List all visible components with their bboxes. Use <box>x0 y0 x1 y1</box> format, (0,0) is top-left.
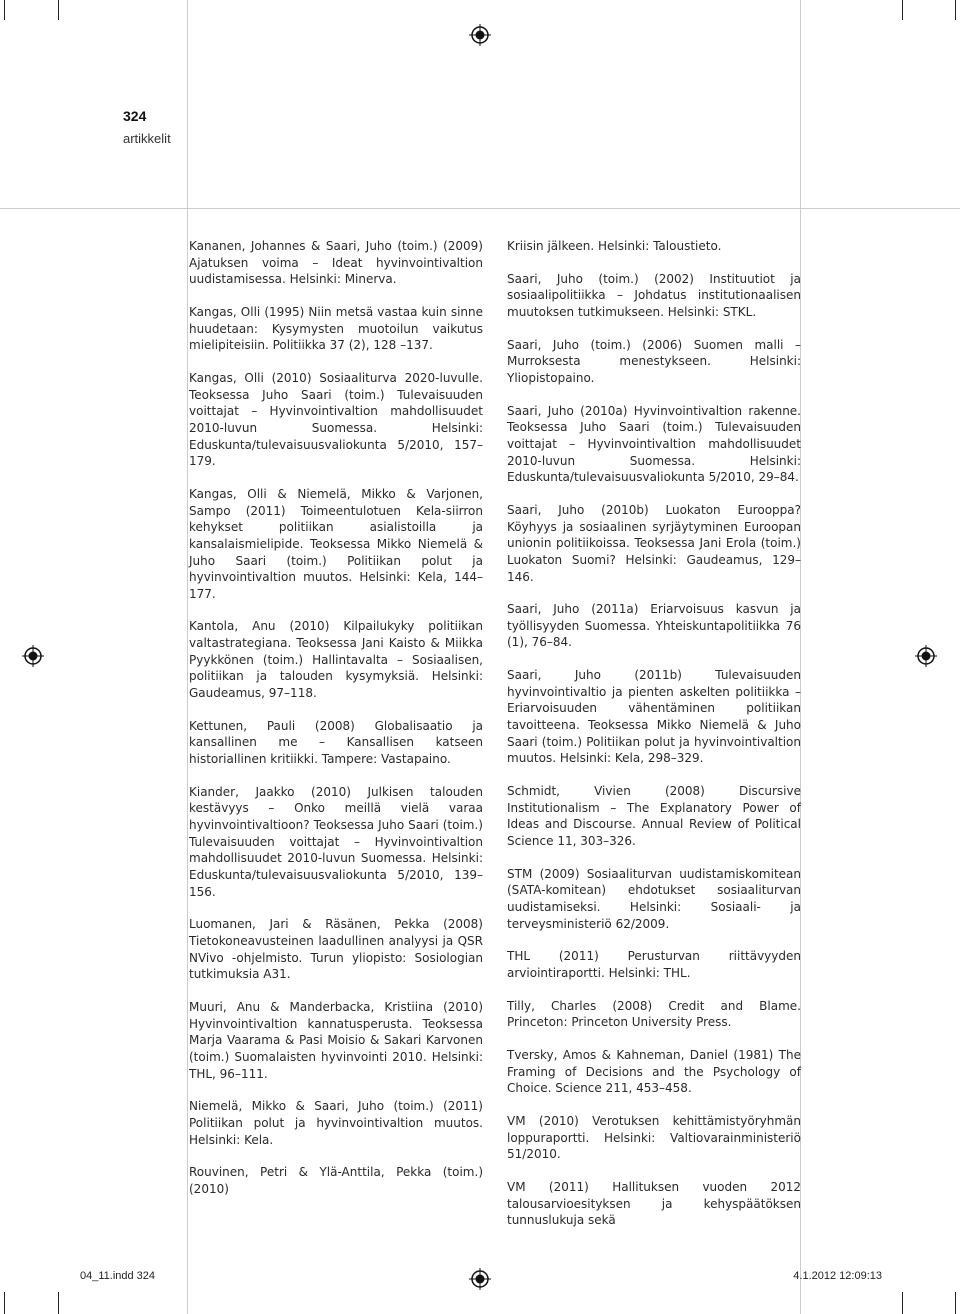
registration-mark-icon <box>469 24 491 46</box>
reference-entry: Kettunen, Pauli (2008) Globalisaatio ja kansallinen me – Kansallisen katseen historiallinen kritiikki. Tampere: Vastapaino. <box>189 718 483 767</box>
file-name: 04_11.indd 324 <box>80 1270 156 1282</box>
registration-mark-icon <box>915 645 937 667</box>
reference-entry: Kantola, Anu (2010) Kilpailukyky politiikan valtastrategiana. Teoksessa Jani Kaisto & Miikka Pyykkönen (toim.) Hallintavalta – Sosiaalisen, politiikan ja talouden kysymyksiä. Helsinki: Gaudeamus, 97–118. <box>189 619 483 701</box>
crop-mark <box>955 0 956 20</box>
crop-mark <box>4 0 5 20</box>
reference-entry: Tilly, Charles (2008) Credit and Blame. Princeton: Princeton University Press. <box>507 998 801 1030</box>
reference-entry: Kangas, Olli (1995) Niin metsä vastaa kuin sinne huudetaan: Kysymysten muotoilun vaikutus mielipiteisiin. Politiikka 37 (2), 128 –137. <box>189 304 483 353</box>
reference-entry: Kananen, Johannes & Saari, Juho (toim.) (2009) Ajatuksen voima – Ideat hyvinvointivaltion uudistamisessa. Helsinki: Minerva. <box>189 239 483 287</box>
reference-entry: Saari, Juho (toim.) (2002) Instituutiot ja sosiaalipolitiikka – Johdatus institutionaalisen muutoksen tutkimukseen. Helsinki: STKL. <box>507 271 801 319</box>
crop-mark <box>902 0 903 20</box>
reference-entry: VM (2011) Hallituksen vuoden 2012 talousarvioesityksen ja kehyspäätöksen tunnuslukuja sekä <box>507 1179 801 1228</box>
reference-entry: Muuri, Anu & Manderbacka, Kristiina (2010) Hyvinvointivaltion kannatusperusta. Teoksessa Marja Vaarama & Pasi Moisio & Sakari Karvonen (toim.) Suomalaisten hyvinvointi 2010. Helsinki: THL, 96–111. <box>189 999 483 1081</box>
reference-entry: STM (2009) Sosiaaliturvan uudistamiskomitean (SATA-komitean) ehdotukset sosiaaliturvan uudistamiseksi. Helsinki: Sosiaali- ja terveysministeriö 62/2009. <box>507 866 801 931</box>
crop-mark <box>955 1292 956 1314</box>
guide-line-horizontal <box>0 208 960 209</box>
reference-entry: Niemelä, Mikko & Saari, Juho (toim.) (2011) Politiikan polut ja hyvinvointivaltion muutos. Helsinki: Kela. <box>189 1099 483 1147</box>
crop-mark <box>4 1292 5 1314</box>
reference-entry: VM (2010) Verotuksen kehittämistyöryhmän loppuraportti. Helsinki: Valtiovarainministeriö 51/2010. <box>507 1113 801 1162</box>
section-label: artikkelit <box>123 131 171 146</box>
reference-entry: Rouvinen, Petri & Ylä-Anttila, Pekka (toim.) (2010) <box>189 1165 483 1196</box>
reference-entry: Saari, Juho (2011a) Eriarvoisuus kasvun ja työllisyyden Suomessa. Yhteiskuntapolitiikka 76 (1), 76–84. <box>507 602 801 650</box>
guide-line-left <box>187 0 188 1314</box>
reference-entry: Saari, Juho (2010a) Hyvinvointivaltion rakenne. Teoksessa Juho Saari (toim.) Tulevaisuuden voittajat – Hyvinvointivaltion mahdollisuudet 2010-luvun Suomessa. Helsinki: Eduskunta/tulevaisuusvaliokunta 5/2010, 29–84. <box>507 403 801 485</box>
reference-entry: Tversky, Amos & Kahneman, Daniel (1981) The Framing of Decisions and the Psychology of Choice. Science 211, 453–458. <box>507 1047 801 1096</box>
reference-entry: Schmidt, Vivien (2008) Discursive Institutionalism – The Explanatory Power of Ideas and Discourse. Annual Review of Political Science 11, 303–326. <box>507 784 801 849</box>
registration-mark-icon <box>22 645 44 667</box>
crop-mark <box>902 1292 903 1314</box>
references-left-column <box>189 238 483 1214</box>
print-timestamp: 4.1.2012 12:09:13 <box>793 1270 882 1282</box>
crop-mark <box>58 1292 59 1314</box>
reference-entry: Kangas, Olli (2010) Sosiaaliturva 2020-luvulle. Teoksessa Juho Saari (toim.) Tulevaisuuden voittajat – Hyvinvointivaltion mahdollisuudet 2010-luvun Suomessa. Helsinki: Eduskunta/tulevaisuusvaliokunta 5/2010, 157–179. <box>189 370 483 469</box>
page-number: 324 <box>123 108 147 124</box>
reference-entry: Luomanen, Jari & Räsänen, Pekka (2008) Tietokoneavusteinen laadullinen analyysi ja QSR NVivo -ohjelmisto. Turun yliopisto: Sosiologian tutkimuksia A31. <box>189 917 483 982</box>
crop-mark <box>58 0 59 20</box>
reference-entry: THL (2011) Perusturvan riittävyyden arviointiraportti. Helsinki: THL. <box>507 949 801 980</box>
reference-entry: Kriisin jälkeen. Helsinki: Taloustieto. <box>507 239 722 253</box>
reference-entry: Kiander, Jaakko (2010) Julkisen talouden kestävyys – Onko meillä vielä varaa hyvinvointivaltioon? Teoksessa Juho Saari (toim.) Tulevaisuuden voittajat – Hyvinvointivaltion mahdollisuudet 2010-luvun Suomessa. Helsinki: Eduskunta/tulevaisuusvaliokunta 5/2010, 139–156. <box>189 784 483 899</box>
reference-entry: Saari, Juho (2011b) Tulevaisuuden hyvinvointivaltio ja pienten askelten politiikka – Eriarvoisuuden vähentäminen politiikan tavoitteena. Teoksessa Mikko Niemelä & Juho Saari (toim.) Politiikan polut ja hyvinvointivaltion muutos. Helsinki: Kela, 298–329. <box>507 668 801 766</box>
reference-entry: Saari, Juho (toim.) (2006) Suomen malli – Murroksesta menestykseen. Helsinki: Yliopistopaino. <box>507 337 801 385</box>
print-slug <box>0 1268 960 1288</box>
running-header <box>123 108 171 146</box>
reference-entry: Kangas, Olli & Niemelä, Mikko & Varjonen, Sampo (2011) Toimeentulotuen Kela-siirron kehykset politiikan asialistoilla ja kansalaismielipide. Teoksessa Mikko Niemelä & Juho Saari (toim.) Politiikan polut ja hyvinvointivaltion muutos. Helsinki: Kela, 144–177. <box>189 486 483 601</box>
references-right-column <box>507 238 801 1245</box>
reference-entry: Saari, Juho (2010b) Luokaton Eurooppa? Köyhyys ja sosiaalinen syrjäytyminen Euroopan unionin politiikoissa. Teoksessa Jani Erola (toim.) Luokaton Suomi? Helsinki: Gaudeamus, 129–146. <box>507 502 801 584</box>
